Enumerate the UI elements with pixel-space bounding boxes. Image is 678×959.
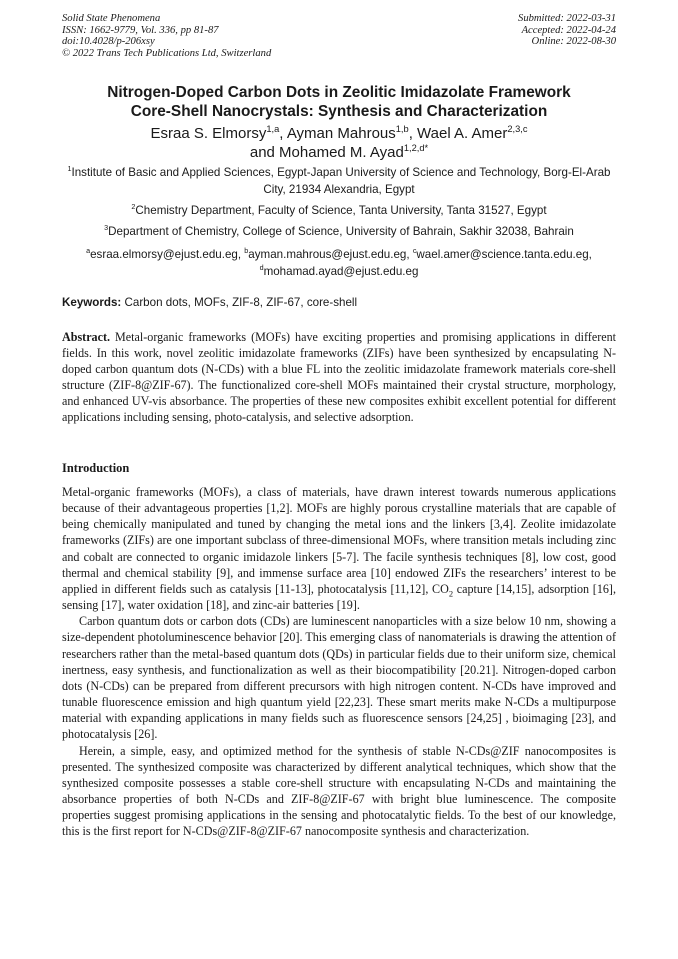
author-affiliation-marker: 1,a <box>266 124 280 134</box>
online-date: Online: 2022-08-30 <box>531 36 616 48</box>
author-affiliation-marker: 1,b <box>395 124 409 134</box>
author-affiliation-marker: 2,3,c <box>507 124 528 134</box>
affiliation-text: Chemistry Department, Faculty of Science, Tanta University, Tanta 31527, Egypt <box>135 204 547 217</box>
email-link[interactable]: ayman.mahrous@ejust.edu.eg <box>248 248 407 261</box>
email-marker: d <box>259 262 264 272</box>
affiliation-3 <box>62 224 616 241</box>
title-line-2: Core-Shell Nanocrystals: Synthesis and Characterization <box>130 103 548 120</box>
keywords-label: Keywords: <box>62 296 122 309</box>
keywords-text: Carbon dots, MOFs, ZIF-8, ZIF-67, core-shell <box>121 296 358 309</box>
author-name: and Mohamed M. Ayad <box>249 144 404 161</box>
journal-issn: ISSN: 1662-9779, Vol. 336, pp 81-87 <box>62 24 219 36</box>
paragraph <box>62 484 616 613</box>
paragraph-text: Metal-organic frameworks (MOFs), a class of materials, have drawn interest towards numerous applications because of their advantageous properties [1,2]. MOFs are highly porous crystalline materials that are capable of being chemically manipulated and tuned by changing the metal ions and the linkers [3,4]. Zeolite imidazolate frameworks (ZIFs) are one important subclass of three-dimensional MOFs, where transition metals including zinc and cobalt are connected to organic imidazole linkers [5-7]. The facile synthesis techniques [8], low cost, good thermal and chemical stability [9], and immense surface area [10] endowed ZIFs the researchers’ interest to be applied in different fields such as catalysis [11-13], photocatalysis [11,12], CO <box>62 485 616 596</box>
author-name: Ayman Mahrous <box>286 125 396 142</box>
affiliation-marker: 3 <box>104 223 109 233</box>
author-emails <box>62 247 616 280</box>
email-marker: a <box>86 246 91 256</box>
authors-line-1 <box>40 124 638 143</box>
journal-copyright: © 2022 Trans Tech Publications Ltd, Switzerland <box>62 47 272 59</box>
author-name: Esraa S. Elmorsy <box>150 125 267 142</box>
paragraph: Carbon quantum dots or carbon dots (CDs) are luminescent nanoparticles with a size below 10 nm, showing a size-dependent photoluminescence behavior [20]. This emerging class of nanomaterials is drawing the attention of researchers rather than the metal-based quantum dots (QDs) in particular fields due to their uniform size, chemical inertness, easy synthesis, and functionalization as well as their biocompatibility [20.21]. Nitrogen-doped carbon dots (N-CDs) can be prepared from different precursors with high nitrogen content. N-CDs have improved and tunable fluorescence emission and high quantum yield [22,23]. These smart merits make N-CDs a multipurpose material with expanding applications in many fields such as fluorescence sensors [24,25] , bioimaging [23], and photocatalysis [26]. <box>62 614 616 742</box>
author-separator: , <box>408 125 418 142</box>
affiliation-text: Department of Chemistry, College of Science, University of Bahrain, Sakhir 32038, Bahrain <box>108 225 574 238</box>
emails-line-2 <box>62 264 616 281</box>
paper-title <box>40 83 638 121</box>
email-marker: b <box>244 246 249 256</box>
introduction-body <box>62 484 616 839</box>
emails-line-1: $^a$esraa.elmorsy@ejust.edu.eg, $^b$ayman.mahrous@ejust.edu.eg, $^c$wael.amer@science.tanta.edu.eg, <box>86 246 592 261</box>
author-separator: , <box>279 125 287 142</box>
email-link[interactable]: esraa.elmorsy@ejust.edu.eg <box>90 248 238 261</box>
section-heading-introduction: Introduction <box>62 461 130 475</box>
affiliation-2 <box>62 203 616 220</box>
accepted-date: Accepted: 2022-04-24 <box>521 24 616 36</box>
subscript: 2 <box>448 588 454 599</box>
title-line-1: Nitrogen-Doped Carbon Dots in Zeolitic Imidazolate Framework <box>107 84 571 101</box>
journal-doi: doi:10.4028/p-206xsy <box>62 36 155 48</box>
keywords <box>62 296 616 310</box>
author-affiliation-marker: 1,2,d* <box>403 143 429 153</box>
abstract-label: Abstract. <box>62 330 111 344</box>
affiliation-1 <box>62 165 616 198</box>
submitted-date: Submitted: 2022-03-31 <box>518 13 616 24</box>
affiliation-marker: 2 <box>131 202 136 212</box>
abstract-text: Metal-organic frameworks (MOFs) have exciting properties and promising applications in different fields. In this work, novel zeolitic imidazolate frameworks (ZIFs) have been synthesized by encapsulating N-doped carbon quantum dots (N-CDs) with a blue FL into the zeolitic imidazolate framework materials core-shell structure (ZIF-8@ZIF-67). The functionalized core-shell MOFs maintained their crystal structure, morphology, and enhanced UV-vis absorbance. The properties of these new composites exhibit excellent potential for different applications including sensing, photo-catalysis, and selective adsorption. <box>62 330 616 425</box>
journal-info <box>62 13 271 59</box>
publication-dates <box>518 13 616 48</box>
email-link[interactable]: wael.amer@science.tanta.edu.eg <box>416 248 589 261</box>
authors-line-2 <box>40 143 638 162</box>
email-marker: c <box>412 246 417 256</box>
author-name: Wael A. Amer <box>417 125 508 142</box>
email-link[interactable]: mohamad.ayad@ejust.edu.eg <box>263 264 419 278</box>
affiliation-marker: 1 <box>67 164 72 174</box>
paragraph-text: capture [14,15], adsorption [16], sensing [17], water oxidation [18], and zinc-air batteries [19]. <box>62 581 616 613</box>
paragraph: Herein, a simple, easy, and optimized method for the synthesis of stable N-CDs@ZIF nanocomposites is presented. The synthesized composite was characterized by different analytical techniques, which show that the synthesized composite possesses a stable core-shell structure with encapsulating N-CDs and maintaining the absorbance properties of both N-CDs and ZIF-8@ZIF-67 with bright blue luminescence. The composite properties suggest promising applications in the sensing and photocatalytic fields. To the best of our knowledge, this is the first report for N-CDs@ZIF-8@ZIF-67 nanocomposite synthesis and characterization. <box>62 743 616 839</box>
journal-name: Solid State Phenomena <box>62 13 161 24</box>
affiliation-text: Institute of Basic and Applied Sciences, Egypt-Japan University of Science and Technology, Borg-El-Arab City, 21934 Alexandria, Egypt <box>71 166 611 196</box>
author-list <box>40 124 638 162</box>
abstract <box>62 329 616 426</box>
